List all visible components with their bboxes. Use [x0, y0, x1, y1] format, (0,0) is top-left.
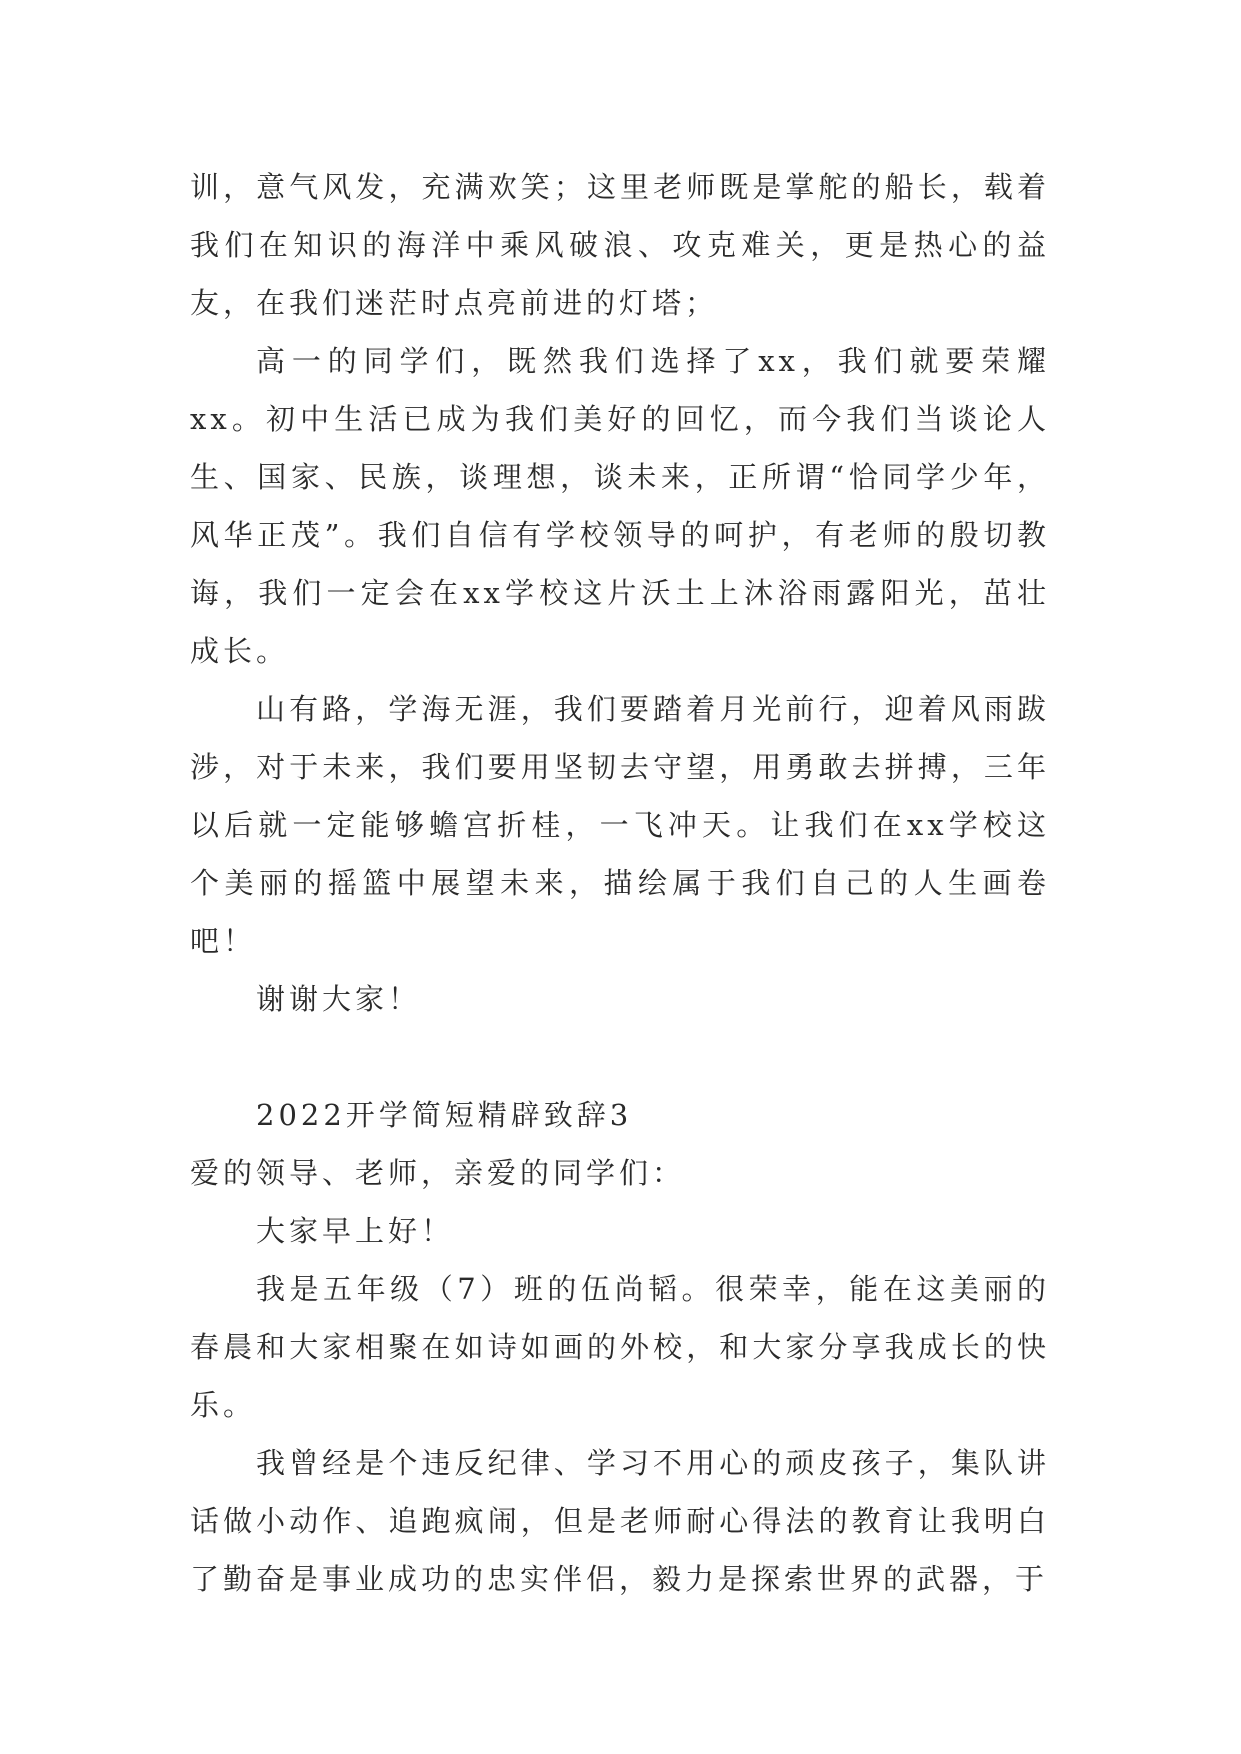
paragraph-introduction: 我是五年级（7）班的伍尚韬。很荣幸，能在这美丽的春晨和大家相聚在如诗如画的外校，和大家分享我成长的快乐。: [190, 1272, 1050, 1422]
paragraph-freshmen: 高一的同学们，既然我们选择了xx，我们就要荣耀xx。初中生活已成为我们美好的回忆，而今我们当谈论人生、国家、民族，谈理想，谈未来，正所谓“恰同学少年，风华正茂”。我们自信有学校领导的呵护，有老师的殷切教诲，我们一定会在xx学校这片沃土上沐浴雨露阳光，茁壮成长。: [190, 344, 1050, 668]
paragraph-continuation: 训，意气风发，充满欢笑；这里老师既是掌舵的船长，载着我们在知识的海洋中乘风破浪、攻克难关，更是热心的益友，在我们迷茫时点亮前进的灯塔；: [190, 170, 1050, 320]
paragraph-thanks: 谢谢大家！: [256, 982, 422, 1016]
paragraph-salutation: 爱的领导、老师，亲爱的同学们：: [190, 1156, 686, 1190]
section-gap: [190, 1028, 1050, 1086]
paragraph-future: 山有路，学海无涯，我们要踏着月光前行，迎着风雨跋涉，对于未来，我们要用坚韧去守望，用勇敢去拼搏，三年以后就一定能够蟾宫折桂，一飞冲天。让我们在xx学校这个美丽的摇篮中展望未来，描绘属于我们自己的人生画卷吧！: [190, 692, 1050, 958]
document-body: [190, 158, 1050, 1608]
paragraph-greeting: 大家早上好！: [256, 1214, 455, 1248]
section-title: 2022开学简短精辟致辞3: [256, 1098, 633, 1132]
paragraph-growth: 我曾经是个违反纪律、学习不用心的顽皮孩子，集队讲话做小动作、追跑疯闹，但是老师耐心得法的教育让我明白了勤奋是事业成功的忠实伴侣，毅力是探索世界的武器，于: [190, 1446, 1050, 1596]
